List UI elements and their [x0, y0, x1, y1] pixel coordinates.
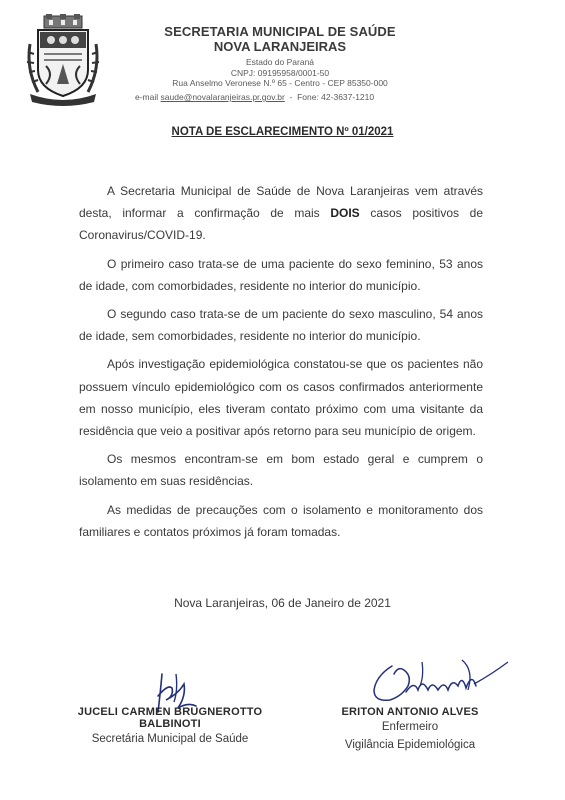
email-link[interactable]: saude@novalaranjeiras.pr.gov.br [160, 92, 285, 102]
state-name: Estado do Paraná [245, 57, 315, 67]
highlight-count: DOIS [330, 206, 360, 221]
city-name: NOVA LARANJEIRAS [213, 39, 347, 54]
letterhead [120, 24, 440, 89]
signature-block-left [60, 706, 280, 748]
paragraph-6: As medidas de precauções com o isolamento e monitoramento dos familiares e contatos próximos já foram tomadas. [79, 502, 483, 539]
paragraph-1-text-b: casos positivos de Coronavirus/COVID-19. [79, 206, 484, 243]
date-line: Nova Laranjeiras, 06 de Janeiro de 2021 [174, 596, 391, 610]
signer-name-right: ERITON ANTONIO ALVES [341, 706, 479, 718]
signer-role-left: Secretária Municipal de Saúde [91, 733, 249, 745]
email-label: e-mail [135, 92, 159, 102]
separator: - [287, 92, 298, 102]
phone: Fone: 42-3637-1210 [297, 92, 375, 102]
paragraph-2: O primeiro caso trata-se de uma paciente do sexo feminino, 53 anos de idade, com comorbidades, residente no interior do município. [79, 256, 483, 293]
handwritten-signature-right-icon [362, 656, 512, 711]
document-body [79, 180, 483, 549]
signer-name-left: JUCELI CARMEN BRUGNEROTTO BALBINOTI [77, 706, 263, 730]
signature-block-right [330, 706, 490, 754]
signer-role-right-2: Vigilância Epidemiológica [344, 739, 476, 751]
municipal-crest-icon [24, 14, 102, 106]
signer-role-right-1: Enfermeiro [381, 721, 439, 733]
cnpj: CNPJ: 09195958/0001-50 [230, 67, 330, 78]
org-name: SECRETARIA MUNICIPAL DE SAÚDE [164, 24, 396, 39]
paragraph-4: Após investigação epidemiológica constatou-se que os pacientes não possuem vínculo epidemiológico com os casos confirmados anteriormente em nosso município, eles tiveram contato próximo com uma visitante da residência que veio a positivar após retorno para seu município de origem. [79, 357, 483, 439]
contact-line [135, 92, 435, 102]
paragraph-5: Os mesmos encontram-se em bom estado geral e cumprem o isolamento em suas residências. [79, 452, 483, 489]
paragraph-1 [79, 180, 483, 247]
paragraph-3: O segundo caso trata-se de um paciente do sexo masculino, 54 anos de idade, sem comorbidades, residente no interior do município. [79, 307, 483, 344]
address: Rua Anselmo Veronese N.º 65 - Centro - CEP 85350-000 [172, 78, 388, 88]
paragraph-1-text-a: A Secretaria Municipal de Saúde de Nova Laranjeiras vem através desta, informar a confirmação de mais [79, 184, 483, 221]
document-title: NOTA DE ESCLARECIMENTO Nº 01/2021 [171, 126, 394, 138]
